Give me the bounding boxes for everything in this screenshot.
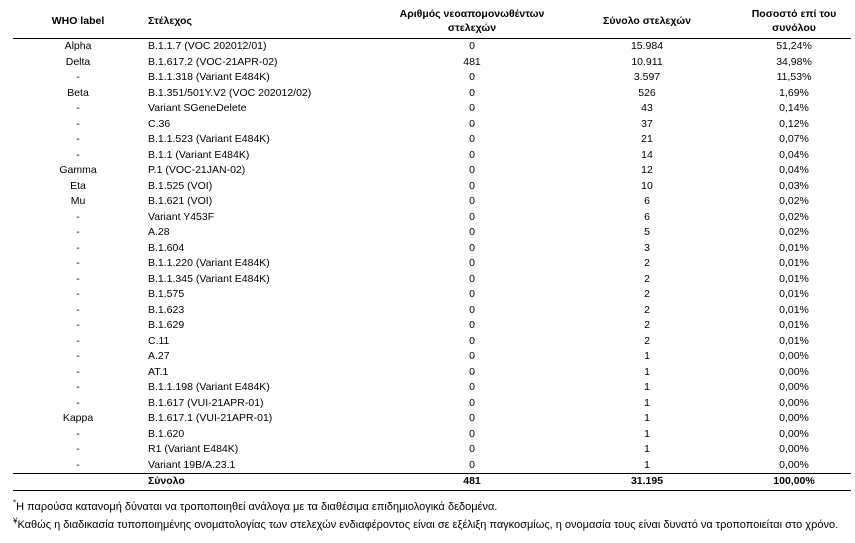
- total-row: [13, 474, 851, 491]
- cell-total: 10: [641, 179, 653, 192]
- header-strain: Στέλεχος: [143, 4, 387, 39]
- cell-strain: Variant SGeneDelete: [148, 102, 247, 114]
- cell-new-isolated: 481: [463, 55, 481, 68]
- cell-new-isolated: 0: [469, 303, 475, 316]
- table-row: [13, 210, 851, 226]
- cell-who-label: -: [76, 350, 80, 362]
- cell-percent: 0,01%: [779, 319, 809, 331]
- cell-new-isolated: 0: [469, 272, 475, 285]
- cell-who-label: -: [76, 133, 80, 145]
- table-row: [13, 70, 851, 86]
- cell-new-isolated: 0: [469, 319, 475, 331]
- cell-percent: 0,00%: [779, 427, 809, 440]
- cell-new-isolated: 0: [469, 179, 475, 192]
- cell-percent: 0,00%: [779, 396, 809, 409]
- cell-strain: B.1.623: [148, 303, 185, 316]
- cell-total: 3: [644, 241, 650, 254]
- cell-percent: 0,00%: [779, 412, 809, 424]
- cell-strain: B.1.629: [148, 319, 185, 331]
- cell-total: 1: [644, 458, 650, 471]
- cell-strain: B.1.1 (Variant E484K): [148, 148, 250, 161]
- cell-total: 6: [644, 210, 650, 223]
- table-row: [13, 194, 851, 210]
- cell-percent: 0,03%: [779, 179, 809, 192]
- cell-strain: B.1.525 (VOI): [148, 179, 213, 192]
- cell-total: 43: [641, 102, 653, 114]
- cell-total: 2: [644, 257, 650, 269]
- table-row: [13, 101, 851, 117]
- cell-who-label: Gamma: [59, 164, 97, 176]
- cell-new-isolated: 0: [469, 381, 475, 393]
- table-row: [13, 256, 851, 272]
- cell-percent: 0,01%: [779, 288, 809, 300]
- cell-who-label: -: [76, 427, 80, 440]
- cell-new-isolated: 0: [469, 148, 475, 161]
- cell-total: 37: [641, 117, 653, 130]
- cell-new-isolated: 0: [469, 195, 475, 207]
- cell-percent: 0,00%: [779, 458, 809, 471]
- table-row: [13, 380, 851, 396]
- table-row: [13, 117, 851, 133]
- cell-total: 2: [644, 303, 650, 316]
- variants-table: [13, 4, 851, 491]
- cell-percent: 51,24%: [776, 40, 812, 52]
- table-row: [13, 458, 851, 474]
- cell-total: 2: [644, 319, 650, 331]
- cell-who-label: Eta: [70, 179, 86, 192]
- cell-total: 2: [644, 334, 650, 347]
- cell-total: 1: [644, 396, 650, 409]
- header-new-isolated: Αριθμός νεοαπομονωθέντων στελεχών: [387, 4, 557, 39]
- variants-document: [13, 4, 851, 534]
- cell-total: 526: [638, 86, 656, 99]
- cell-total: 10.911: [631, 55, 663, 68]
- cell-new-isolated: 0: [469, 365, 475, 378]
- table-row: [13, 241, 851, 257]
- cell-new-isolated: 0: [469, 288, 475, 300]
- cell-who-label: -: [76, 117, 80, 130]
- table-body: [13, 39, 851, 474]
- table-row: [13, 86, 851, 102]
- table-row: [13, 225, 851, 241]
- cell-who-label: -: [76, 241, 80, 254]
- cell-who-label: -: [76, 334, 80, 347]
- cell-total: 5: [644, 226, 650, 238]
- table-row: [13, 272, 851, 288]
- cell-new-isolated: 0: [469, 396, 475, 409]
- cell-percent: 11,53%: [776, 71, 812, 83]
- table-row: [13, 148, 851, 164]
- cell-strain: R1 (Variant E484K): [148, 443, 239, 455]
- cell-who-label: -: [76, 288, 80, 300]
- cell-new-isolated: 0: [469, 458, 475, 471]
- cell-who-label: -: [76, 381, 80, 393]
- cell-new-isolated: 0: [469, 427, 475, 440]
- total-row-percent: 100,00%: [737, 474, 851, 491]
- table-row: [13, 287, 851, 303]
- table-row: [13, 163, 851, 179]
- cell-total: 1: [644, 381, 650, 393]
- cell-total: 1: [644, 365, 650, 378]
- cell-who-label: -: [76, 458, 80, 471]
- cell-total: 6: [644, 195, 650, 207]
- cell-percent: 0,00%: [779, 365, 809, 378]
- cell-percent: 0,02%: [779, 226, 809, 238]
- cell-strain: B.1.1.198 (Variant E484K): [148, 381, 270, 393]
- cell-total: 1: [644, 443, 650, 455]
- cell-who-label: -: [76, 365, 80, 378]
- cell-new-isolated: 0: [469, 102, 475, 114]
- cell-new-isolated: 0: [469, 412, 475, 424]
- cell-percent: 0,00%: [779, 350, 809, 362]
- cell-new-isolated: 0: [469, 241, 475, 254]
- cell-new-isolated: 0: [469, 226, 475, 238]
- table-row: [13, 427, 851, 443]
- cell-percent: 0,01%: [779, 303, 809, 316]
- table-row: [13, 365, 851, 381]
- cell-strain: B.1.604: [148, 241, 185, 254]
- cell-who-label: Delta: [65, 55, 91, 68]
- footnote-text: Καθώς η διαδικασία τυποποιημένης ονοματολογίας των στελεχών ενδιαφέροντος είναι σε εξέλιξη παγκοσμίως, η ονομασία τους είναι δυνατό να τροποποιείται στο χρόνο.: [17, 518, 839, 531]
- cell-strain: A.28: [148, 226, 170, 238]
- cell-percent: 0,07%: [779, 133, 809, 145]
- cell-percent: 0,04%: [779, 164, 809, 176]
- cell-who-label: -: [76, 148, 80, 161]
- cell-strain: B.1.575: [148, 288, 185, 300]
- cell-percent: 0,14%: [779, 102, 809, 114]
- table-row: [13, 442, 851, 458]
- footnote-mark: *: [13, 498, 17, 508]
- cell-new-isolated: 0: [469, 40, 475, 52]
- cell-strain: P.1 (VOC-21JAN-02): [148, 164, 246, 176]
- cell-total: 21: [641, 133, 653, 145]
- cell-percent: 0,02%: [779, 195, 809, 207]
- total-row-total: 31.195: [557, 474, 737, 491]
- cell-who-label: -: [76, 396, 80, 409]
- cell-strain: C.36: [148, 117, 171, 130]
- cell-who-label: Kappa: [62, 412, 94, 424]
- footnote-distribution: [13, 499, 851, 517]
- table-row: [13, 39, 851, 55]
- cell-total: 2: [644, 272, 650, 285]
- header-percent: Ποσοστό επί του συνόλου: [737, 4, 851, 39]
- table-row: [13, 55, 851, 71]
- cell-strain: B.1.617 (VUI-21APR-01): [148, 396, 264, 409]
- table-header-row: [13, 4, 851, 39]
- cell-who-label: -: [76, 210, 80, 223]
- cell-strain: C.11: [148, 334, 170, 347]
- total-row-label: Σύνολο: [143, 474, 387, 491]
- header-total: Σύνολο στελεχών: [557, 4, 737, 39]
- cell-percent: 0,12%: [779, 117, 809, 130]
- table-row: [13, 179, 851, 195]
- cell-new-isolated: 0: [469, 133, 475, 145]
- footnotes: [13, 499, 851, 534]
- cell-strain: A.27: [148, 350, 170, 362]
- cell-new-isolated: 0: [469, 210, 475, 223]
- cell-percent: 0,01%: [779, 272, 809, 285]
- cell-strain: B.1.617.2 (VOC-21APR-02): [148, 55, 278, 68]
- cell-strain: B.1.1.7 (VOC 202012/01): [148, 40, 267, 52]
- cell-who-label: Alpha: [64, 40, 92, 52]
- cell-who-label: -: [76, 257, 80, 269]
- cell-percent: 0,04%: [779, 148, 809, 161]
- cell-new-isolated: 0: [469, 334, 475, 347]
- cell-strain: Variant Y453F: [148, 210, 215, 223]
- cell-strain: B.1.620: [148, 427, 185, 440]
- table-row: [13, 396, 851, 412]
- cell-new-isolated: 0: [469, 117, 475, 130]
- cell-strain: B.1.1.345 (Variant E484K): [148, 272, 270, 285]
- cell-new-isolated: 0: [469, 71, 475, 83]
- cell-total: 3.597: [633, 71, 661, 83]
- cell-new-isolated: 0: [469, 257, 475, 269]
- cell-percent: 0,01%: [779, 257, 809, 269]
- cell-who-label: -: [76, 319, 80, 331]
- cell-strain: B.1.621 (VOI): [148, 195, 213, 207]
- cell-strain: B.1.1.523 (Variant E484K): [148, 133, 270, 145]
- cell-total: 14: [641, 148, 653, 161]
- cell-who-label: -: [76, 443, 80, 455]
- footnote-mark: ¥: [13, 515, 18, 525]
- table-row: [13, 411, 851, 427]
- cell-strain: B.1.351/501Y.V2 (VOC 202012/02): [148, 86, 312, 99]
- cell-who-label: Mu: [70, 195, 86, 207]
- cell-total: 15.984: [630, 40, 664, 52]
- cell-percent: 0,00%: [779, 443, 809, 455]
- table-row: [13, 318, 851, 334]
- total-row-who: [13, 474, 143, 491]
- cell-who-label: -: [76, 303, 80, 316]
- cell-strain: AT.1: [148, 365, 169, 378]
- cell-new-isolated: 0: [469, 164, 475, 176]
- footnote-nomenclature: [13, 517, 851, 535]
- cell-strain: B.1.1.220 (Variant E484K): [148, 257, 270, 269]
- cell-who-label: Beta: [67, 86, 89, 99]
- cell-total: 12: [641, 164, 653, 176]
- cell-percent: 0,01%: [779, 334, 809, 347]
- cell-percent: 0,01%: [779, 241, 809, 254]
- table-row: [13, 303, 851, 319]
- cell-total: 2: [644, 288, 650, 300]
- cell-percent: 34,98%: [776, 55, 812, 68]
- cell-percent: 0,00%: [779, 381, 809, 393]
- cell-total: 1: [644, 350, 650, 362]
- footnote-text: Η παρούσα κατανομή δύναται να τροποποιηθεί ανάλογα με τα διαθέσιμα επιδημιολογικά δεδομένα.: [16, 501, 498, 513]
- cell-new-isolated: 0: [469, 443, 475, 455]
- cell-total: 1: [644, 427, 650, 440]
- cell-percent: 1,69%: [779, 86, 809, 99]
- table-row: [13, 132, 851, 148]
- cell-who-label: -: [76, 102, 80, 114]
- cell-who-label: -: [76, 71, 80, 83]
- cell-strain: B.1.1.318 (Variant E484K): [148, 71, 270, 83]
- cell-new-isolated: 0: [469, 350, 475, 362]
- table-row: [13, 334, 851, 350]
- total-row-new: 481: [387, 474, 557, 491]
- cell-new-isolated: 0: [469, 86, 475, 99]
- table-row: [13, 349, 851, 365]
- cell-strain: Variant 19B/A.23.1: [148, 458, 236, 471]
- cell-percent: 0,02%: [779, 210, 809, 223]
- cell-who-label: -: [76, 226, 80, 238]
- cell-who-label: -: [76, 272, 80, 285]
- cell-total: 1: [644, 412, 650, 424]
- cell-strain: B.1.617.1 (VUI-21APR-01): [148, 412, 273, 424]
- header-who-label: WHO label: [13, 4, 143, 39]
